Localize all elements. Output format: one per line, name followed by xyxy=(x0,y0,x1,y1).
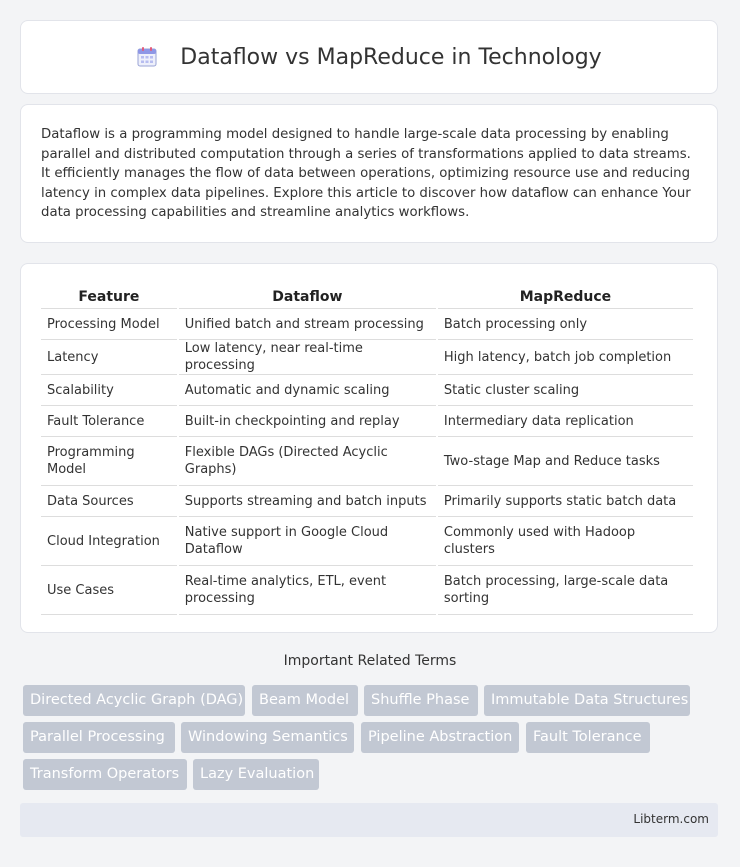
table-cell: High latency, batch job completion xyxy=(438,340,693,375)
table-cell: Commonly used with Hadoop clusters xyxy=(438,517,693,566)
table-cell: Two-stage Map and Reduce tasks xyxy=(438,437,693,486)
table-cell: Low latency, near real-time processing xyxy=(179,340,436,375)
comparison-table xyxy=(39,284,695,615)
header-mapreduce: MapReduce xyxy=(438,284,693,309)
table-row xyxy=(41,486,693,517)
table-cell: Automatic and dynamic scaling xyxy=(179,375,436,406)
tag-immutable-data-structures[interactable]: Immutable Data Structures xyxy=(484,685,690,716)
table-cell: Real-time analytics, ETL, event processing xyxy=(179,566,436,615)
footer-site-link[interactable]: Libterm.com xyxy=(633,812,709,826)
table-header-row xyxy=(41,284,693,309)
table-cell: Built-in checkpointing and replay xyxy=(179,406,436,437)
table-row xyxy=(41,517,693,566)
table-cell: Static cluster scaling xyxy=(438,375,693,406)
tag-beam-model[interactable]: Beam Model xyxy=(252,685,358,716)
tag-fault-tolerance[interactable]: Fault Tolerance xyxy=(526,722,650,753)
title-card xyxy=(20,20,718,94)
table-cell: Latency xyxy=(41,340,177,375)
tag-pipeline-abstraction[interactable]: Pipeline Abstraction xyxy=(361,722,519,753)
table-cell: Unified batch and stream processing xyxy=(179,309,436,340)
header-dataflow: Dataflow xyxy=(179,284,436,309)
table-row xyxy=(41,309,693,340)
intro-card xyxy=(20,104,718,243)
table-cell: Scalability xyxy=(41,375,177,406)
page-title: Dataflow vs MapReduce in Technology xyxy=(180,44,602,70)
tag-lazy-evaluation[interactable]: Lazy Evaluation xyxy=(193,759,319,790)
table-row xyxy=(41,340,693,375)
table-row xyxy=(41,375,693,406)
table-cell: Flexible DAGs (Directed Acyclic Graphs) xyxy=(179,437,436,486)
table-cell: Intermediary data replication xyxy=(438,406,693,437)
table-row xyxy=(41,437,693,486)
table-row xyxy=(41,566,693,615)
table-cell: Data Sources xyxy=(41,486,177,517)
calendar-icon xyxy=(136,46,158,68)
intro-text: Dataflow is a programming model designed to handle large-scale data processing by enabling parallel and distributed computation through a series of transformations applied to data streams. It efficiently manages the flow of data between operations, optimizing resource use and reducing latency in complex data pipelines. Explore this article to discover how dataflow can enhance Your data processing capabilities and streamline analytics workflows. xyxy=(41,127,691,221)
header-feature: Feature xyxy=(41,284,177,309)
table-cell: Processing Model xyxy=(41,309,177,340)
tag-directed-acyclic-graph[interactable]: Directed Acyclic Graph (DAG) xyxy=(23,685,245,716)
comparison-table-card xyxy=(20,263,718,633)
table-cell: Fault Tolerance xyxy=(41,406,177,437)
tag-windowing-semantics[interactable]: Windowing Semantics xyxy=(181,722,354,753)
table-cell: Programming Model xyxy=(41,437,177,486)
table-cell: Primarily supports static batch data xyxy=(438,486,693,517)
table-row xyxy=(41,406,693,437)
table-cell: Cloud Integration xyxy=(41,517,177,566)
table-cell: Supports streaming and batch inputs xyxy=(179,486,436,517)
tag-transform-operators[interactable]: Transform Operators xyxy=(23,759,187,790)
tag-parallel-processing[interactable]: Parallel Processing xyxy=(23,722,175,753)
table-cell: Batch processing, large-scale data sorting xyxy=(438,566,693,615)
table-cell: Batch processing only xyxy=(438,309,693,340)
table-cell: Use Cases xyxy=(41,566,177,615)
tag-shuffle-phase[interactable]: Shuffle Phase xyxy=(364,685,478,716)
related-terms-title: Important Related Terms xyxy=(283,653,457,669)
table-cell: Native support in Google Cloud Dataflow xyxy=(179,517,436,566)
footer xyxy=(20,803,718,837)
